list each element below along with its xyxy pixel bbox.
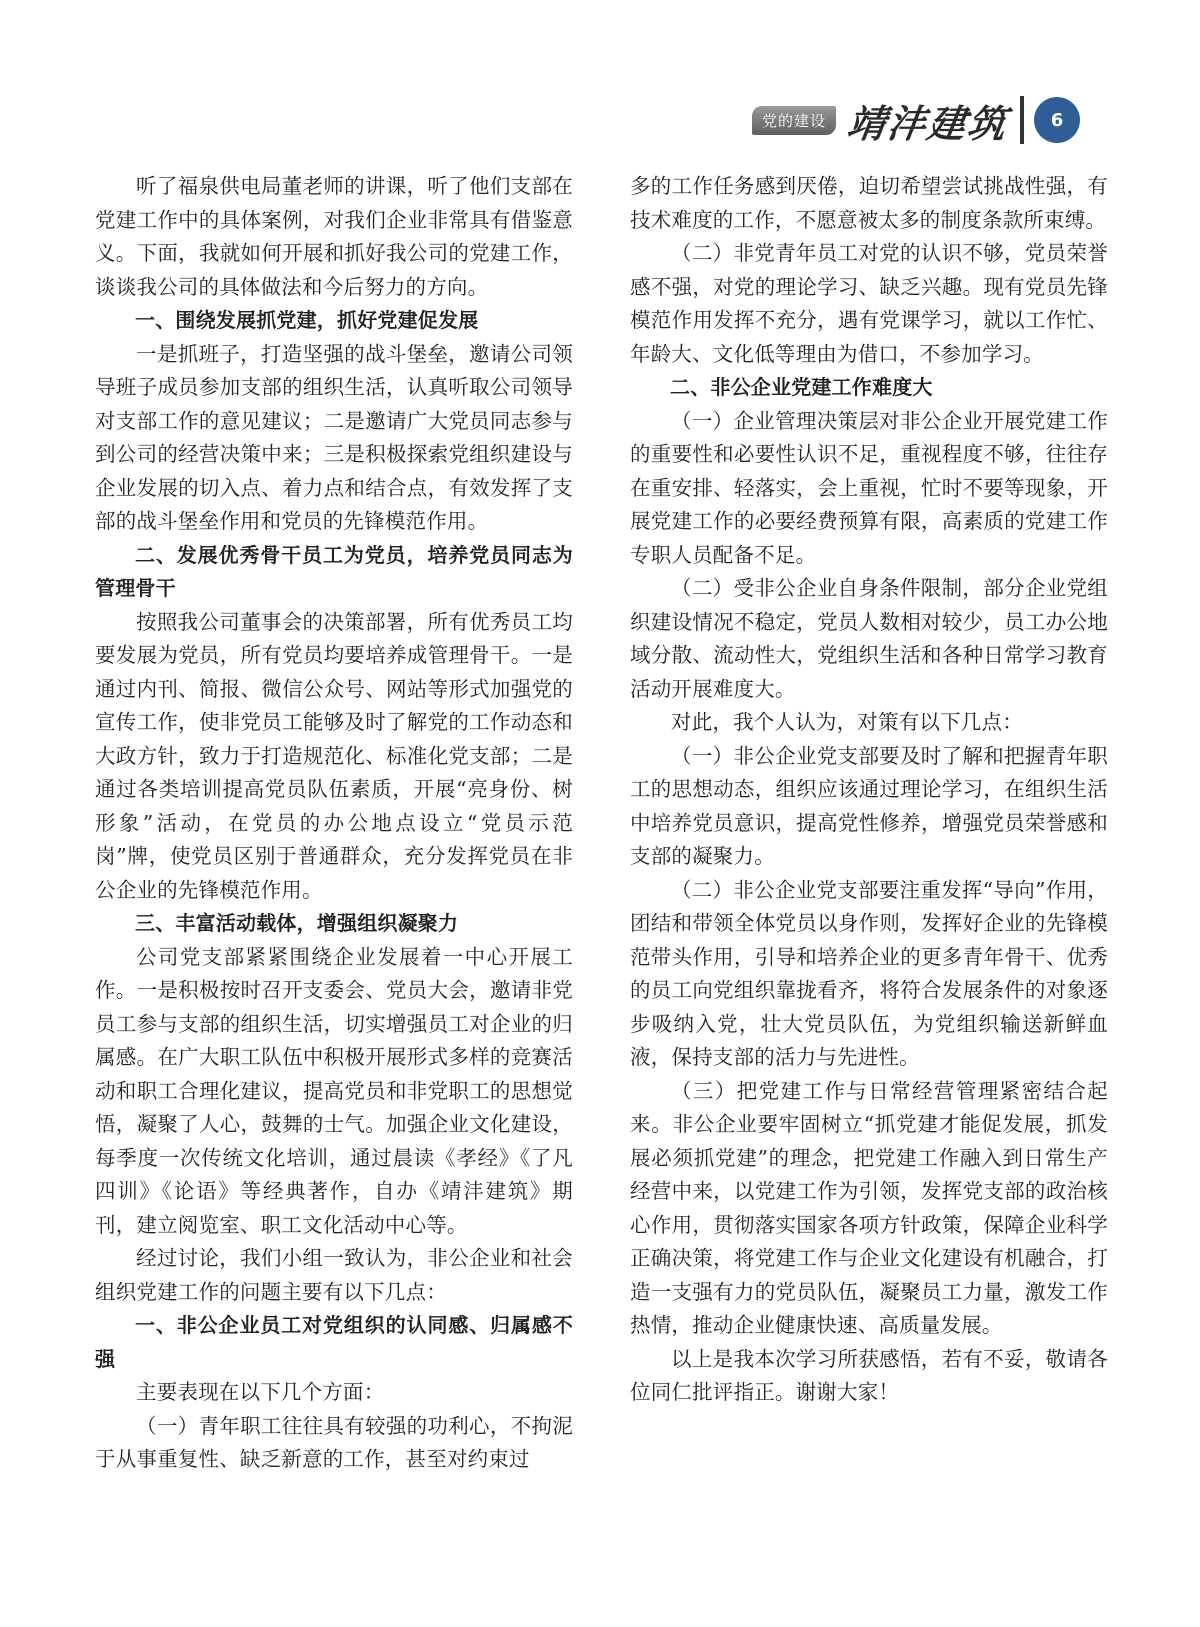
left-column: [95, 170, 573, 1477]
paragraph: 主要表现在以下几个方面：: [136, 1380, 385, 1404]
paragraph: 对此，我个人认为，对策有以下几点：: [671, 710, 1023, 734]
paragraph: 公司党支部紧紧围绕企业发展着一中心开展工作。一是积极按时召开支委会、党员大会，邀请非党员工参与支部的组织生活，切实增强员工对企业的归属感。在广大职工队伍中积极开展形式多样的竞赛活动和职工合理化建议，提高党员和非党职工的思想觉悟，凝聚了人心，鼓舞的士气。加强企业文化建设，每季度一次传统文化培训，通过晨读《孝经》《了凡四训》《论语》等经典著作，自办《靖沣建筑》期刊，建立阅览室、职工文化活动中心等。: [95, 944, 573, 1237]
paragraph: （二）非党青年员工对党的认识不够，党员荣誉感不强，对党的理论学习、缺乏兴趣。现有党员先锋模范作用发挥不充分，遇有党课学习，就以工作忙、年龄大、文化低等理由为借口，不参加学习。: [630, 241, 1108, 366]
paragraph: （一）青年职工往往具有较强的功利心，不拘泥于从事重复性、缺乏新意的工作，甚至对约束过: [95, 1413, 573, 1471]
paragraph: （一）企业管理决策层对非公企业开展党建工作的重要性和必要性认识不足，重视程度不够，往往存在重安排、轻落实，会上重视，忙时不要等现象，开展党建工作的必要经费预算有限，高素质的党建工作专职人员配备不足。: [630, 408, 1108, 567]
paragraph: 一是抓班子，打造坚强的战斗堡垒，邀请公司领导班子成员参加支部的组织生活，认真听取公司领导对支部工作的意见建议；二是邀请广大党员同志参与到公司的经营决策中来；三是积极探索党组织建设与企业发展的切入点、着力点和结合点，有效发挥了支部的战斗堡垒作用和党员的先锋模范作用。: [95, 341, 573, 533]
paragraph: 以上是我本次学习所获感悟，若有不妥，敬请各位同仁批评指正。谢谢大家！: [630, 1346, 1108, 1404]
section-heading: 二、发展优秀骨干员工为党员，培养党员同志为管理骨干: [95, 542, 573, 600]
paragraph: （二）受非公企业自身条件限制，部分企业党组织建设情况不稳定，党员人数相对较少，员工办公地域分散、流动性大，党组织生活和各种日常学习教育活动开展难度大。: [630, 576, 1108, 701]
section-heading: 二、非公企业党建工作难度大: [670, 375, 933, 399]
paragraph: 按照我公司董事会的决策部署，所有优秀员工均要发展为党员，所有党员均要培养成管理骨干。一是通过内刊、简报、微信公众号、网站等形式加强党的宣传工作，使非党员工能够及时了解党的工作动态和大政方针，致力于打造规范化、标准化党支部；二是通过各类培训提高党员队伍素质，开展“亮身份、树形象”活动，在党员的办公地点设立“党员示范岗”牌，使党员区别于普通群众，充分发挥党员在非公企业的先锋模范作用。: [95, 609, 573, 902]
section-heading: 三、丰富活动载体，增强组织凝聚力: [135, 911, 459, 935]
paragraph: （三）把党建工作与日常经营管理紧密结合起来。非公企业要牢固树立“抓党建才能促发展，抓发展必须抓党建”的理念，把党建工作融入到日常生产经营中来，以党建工作为引领，发挥党支部的政治核心作用，贯彻落实国家各项方针政策，保障企业科学正确决策，将党建工作与企业文化建设有机融合，打造一支强有力的党员队伍，凝聚员工力量，激发工作热情，推动企业健康快速、高质量发展。: [630, 1078, 1108, 1337]
section-tag: 党的建设: [752, 106, 836, 135]
paragraph: 听了福泉供电局董老师的讲课，听了他们支部在党建工作中的具体案例，对我们企业非常具有借鉴意义。下面，我就如何开展和抓好我公司的党建工作，谈谈我公司的具体做法和今后努力的方向。: [95, 174, 573, 299]
right-column: [630, 170, 1108, 1410]
paragraph: 经过讨论，我们小组一致认为，非公企业和社会组织党建工作的问题主要有以下几点：: [95, 1246, 573, 1304]
paragraph: （一）非公企业党支部要及时了解和把握青年职工的思想动态，组织应该通过理论学习，在组织生活中培养党员意识，提高党性修养，增强党员荣誉感和支部的凝聚力。: [630, 743, 1108, 868]
magazine-brand: 靖沣建筑: [844, 100, 1011, 146]
section-heading: 一、非公企业员工对党组织的认同感、归属感不强: [95, 1313, 573, 1371]
paragraph-continued: 多的工作任务感到厌倦，迫切希望尝试挑战性强，有技术难度的工作，不愿意被太多的制度条款所束缚。: [630, 174, 1108, 232]
section-heading: 一、围绕发展抓党建，抓好党建促发展: [135, 308, 479, 332]
page-number: 6: [1034, 97, 1080, 143]
page-header: [752, 90, 1080, 150]
header-divider: [1020, 96, 1024, 144]
paragraph: （二）非公企业党支部要注重发挥“导向”作用，团结和带领全体党员以身作则，发挥好企业的先锋模范带头作用，引导和培养企业的更多青年骨干、优秀的员工向党组织靠拢看齐，将符合发展条件的对象逐步吸纳入党，壮大党员队伍，为党组织输送新鲜血液，保持支部的活力与先进性。: [630, 877, 1108, 1069]
